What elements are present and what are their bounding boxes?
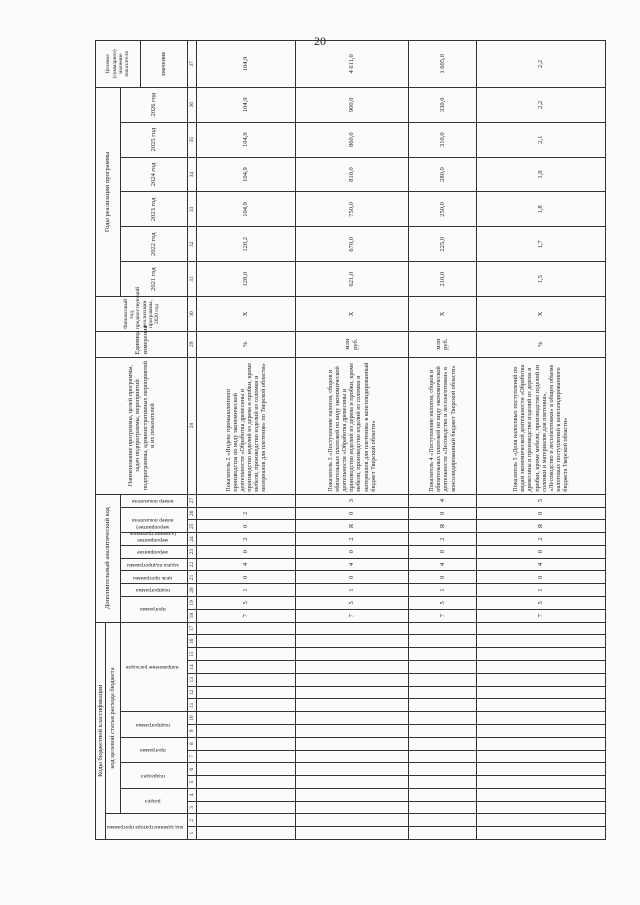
budget-code-cell xyxy=(476,788,605,801)
column-number: 29 xyxy=(188,331,197,357)
budget-code-cell xyxy=(409,699,477,712)
year-value-cell: 104,9 xyxy=(197,122,295,157)
analytic-code-cell: 1 xyxy=(295,584,409,597)
c-subprogram-header: подпрограмма xyxy=(135,587,170,594)
year-value-cell: 128,0 xyxy=(197,262,295,297)
table-row xyxy=(409,41,477,840)
budget-code-cell xyxy=(295,776,409,789)
column-number: 27 xyxy=(188,494,197,507)
target-value-cell: 2,2 xyxy=(476,41,605,88)
unit-cell: % xyxy=(476,331,605,357)
analytic-code-cell: 4 xyxy=(409,558,477,571)
year-value-cell: 120,2 xyxy=(197,227,295,262)
target-value-cell: 4 611,0 xyxy=(295,41,409,88)
analytic-code-cell: 4 xyxy=(409,494,477,507)
codes-group-header: Коды бюджетной классификации xyxy=(96,622,106,839)
budget-code-cell xyxy=(476,635,605,648)
budget-code-cell xyxy=(476,699,605,712)
program-header: программа xyxy=(139,747,166,754)
analytic-code-cell: 0 xyxy=(295,571,409,584)
year-value-cell: 860,0 xyxy=(295,122,409,157)
year-value-cell: 104,9 xyxy=(197,157,295,192)
purpose-direction-header: направление расходов xyxy=(126,664,179,671)
analytic-code-cell: 1 xyxy=(409,584,477,597)
year-value-cell: 250,0 xyxy=(409,192,477,227)
column-number: 26 xyxy=(188,507,197,520)
budget-code-cell xyxy=(409,673,477,686)
budget-code-cell xyxy=(295,801,409,814)
budget-code-cell xyxy=(197,712,295,725)
analytic-code-cell: Я xyxy=(476,520,605,533)
year-value-cell: 280,0 xyxy=(409,157,477,192)
budget-code-cell xyxy=(295,648,409,661)
c-admin-header: мероприятие (административное мероприятие) xyxy=(129,524,176,543)
analytic-code-cell: 2 xyxy=(197,507,295,520)
year-value-cell: 1,7 xyxy=(476,227,605,262)
budget-code-cell xyxy=(476,814,605,827)
column-number: 9 xyxy=(188,724,197,737)
table-row xyxy=(197,41,295,840)
budget-code-cell xyxy=(295,686,409,699)
finyear-cell: X xyxy=(476,297,605,332)
year-value-cell: 1,5 xyxy=(476,262,605,297)
analytic-code-cell: 0 xyxy=(409,507,477,520)
column-number: 15 xyxy=(188,648,197,661)
budget-code-cell xyxy=(476,712,605,725)
column-number: 33 xyxy=(188,192,197,227)
column-number: 1 xyxy=(188,827,197,840)
budget-code-cell xyxy=(409,724,477,737)
finyear-cell: X xyxy=(409,297,477,332)
analytic-code-cell: 0 xyxy=(476,507,605,520)
budget-code-cell xyxy=(476,801,605,814)
c-task-header: задача подпрограммы xyxy=(126,561,179,568)
column-number: 35 xyxy=(188,122,197,157)
column-number: 20 xyxy=(188,584,197,597)
budget-code-cell xyxy=(409,827,477,840)
page-number: 20 xyxy=(314,34,326,48)
column-number: 8 xyxy=(188,737,197,750)
column-number: 30 xyxy=(188,297,197,332)
subsection-header: подраздел xyxy=(140,772,165,779)
column-number-row xyxy=(188,41,197,840)
unit-cell: млн руб. xyxy=(295,331,409,357)
expense-group-header: код целевой статьи расхода бюджета xyxy=(106,622,120,814)
indicator-name: Показатель 2 «Индекс промышленного производства по виду экономической деятельности «Обработка древесины и производство изделий из дерева и пробки, кроме мебели, производство изделий из соломки и материалов для плетения» по Тверской области» xyxy=(197,357,295,494)
budget-code-cell xyxy=(197,750,295,763)
analytic-code-cell: 5 xyxy=(476,494,605,507)
year-value-cell: 750,0 xyxy=(295,192,409,227)
budget-code-cell xyxy=(295,750,409,763)
admin-code-header: код администратора программы xyxy=(107,823,184,830)
year-2024-header: 2024 год xyxy=(120,157,187,192)
year-value-cell: 621,0 xyxy=(295,262,409,297)
column-number: 37 xyxy=(188,41,197,88)
budget-code-cell xyxy=(409,750,477,763)
budget-code-cell xyxy=(295,763,409,776)
column-number: 17 xyxy=(188,622,197,635)
budget-code-cell xyxy=(197,699,295,712)
c-goal-header: цель программы xyxy=(132,574,173,581)
c-measure-header: мероприятие xyxy=(137,548,169,555)
indicator-name: Показатель 3 «Поступление налогов, сборов и обязательных платежей по виду экономической деятельности «Обработка древесины и производство изделий из дерева и пробки, кроме мебели, производство изделий из соломки и материалов для плетения» в консолидированный бюджет Тверской области» xyxy=(295,357,409,494)
year-value-cell: 810,0 xyxy=(295,157,409,192)
indicators-table xyxy=(95,40,606,840)
analytic-code-cell: 5 xyxy=(476,596,605,609)
target-header: Целевое (суммарное) значение показателя xyxy=(96,41,141,88)
analytic-code-cell: 0 xyxy=(295,507,409,520)
subprogram-header: подпрограмма xyxy=(135,721,170,728)
table-row xyxy=(295,41,409,840)
analytic-code-cell: 2 xyxy=(295,533,409,546)
column-number: 5 xyxy=(188,776,197,789)
analytic-code-cell: 3 xyxy=(295,494,409,507)
budget-code-cell xyxy=(409,801,477,814)
year-value-cell: 670,0 xyxy=(295,227,409,262)
budget-code-cell xyxy=(197,686,295,699)
analytic-code-cell: 7 xyxy=(476,609,605,622)
budget-code-cell xyxy=(295,699,409,712)
column-number: 2 xyxy=(188,814,197,827)
column-number: 10 xyxy=(188,712,197,725)
analytic-code-cell: 7 xyxy=(409,609,477,622)
budget-code-cell xyxy=(295,737,409,750)
column-number: 28 xyxy=(188,357,197,494)
column-number: 3 xyxy=(188,801,197,814)
budget-table-sheet xyxy=(95,40,570,840)
column-number: 7 xyxy=(188,750,197,763)
analytic-code-cell: 5 xyxy=(197,596,295,609)
column-number: 14 xyxy=(188,661,197,674)
column-number: 11 xyxy=(188,699,197,712)
budget-code-cell xyxy=(409,737,477,750)
budget-code-cell xyxy=(409,622,477,635)
budget-code-cell xyxy=(197,648,295,661)
year-value-cell: 1,9 xyxy=(476,157,605,192)
column-number: 32 xyxy=(188,227,197,262)
unit-cell: % xyxy=(197,331,295,357)
year-value-cell: 330,0 xyxy=(409,87,477,122)
budget-code-cell xyxy=(409,712,477,725)
additional-group-header: Дополнительный аналитический код xyxy=(96,494,121,622)
analytic-code-cell: 1 xyxy=(476,584,605,597)
analytic-code-cell: Я xyxy=(409,520,477,533)
budget-code-cell xyxy=(476,750,605,763)
year-value-cell: 900,0 xyxy=(295,87,409,122)
year-value-cell: 2,2 xyxy=(476,87,605,122)
analytic-code-cell: 2 xyxy=(409,533,477,546)
name-column-header: Наименование программы, целей программы, задач подпрограммы, мероприятий подпрограммы, административных мероприятий и их показателей xyxy=(96,357,188,494)
budget-code-cell xyxy=(476,776,605,789)
budget-code-cell xyxy=(476,763,605,776)
analytic-code-cell: 0 xyxy=(295,545,409,558)
analytic-code-cell: 0 xyxy=(197,545,295,558)
column-number: 16 xyxy=(188,635,197,648)
budget-code-cell xyxy=(295,661,409,674)
analytic-code-cell: 1 xyxy=(197,584,295,597)
budget-code-cell xyxy=(409,686,477,699)
budget-code-cell xyxy=(197,776,295,789)
c-indicator-header: номер показателя xyxy=(131,497,174,504)
budget-code-cell xyxy=(409,776,477,789)
budget-code-cell xyxy=(476,622,605,635)
budget-code-cell xyxy=(197,622,295,635)
analytic-code-cell: 7 xyxy=(197,609,295,622)
year-2022-header: 2022 год xyxy=(120,227,187,262)
analytic-code-cell: Я xyxy=(295,520,409,533)
indicator-name: Показатель 5 «Доля налоговых поступлений по видам экономической деятельности «Обработка древесины и производство изделий из дерева и пробки, кроме мебели, производство изделий из соломки и материалов для плетения», «Лесоводство и лесозаготовки» в общем объеме налоговых поступлений в консолидированного бюджета Тверской области» xyxy=(476,357,605,494)
table-row xyxy=(476,41,605,840)
budget-code-cell xyxy=(197,814,295,827)
column-number: 36 xyxy=(188,87,197,122)
analytic-code-cell xyxy=(197,494,295,507)
years-group-header: Годы реализации программы xyxy=(96,87,121,296)
column-number: 6 xyxy=(188,763,197,776)
year-value-cell: 310,0 xyxy=(409,122,477,157)
indicator-name: Показатель 4 «Поступление налогов, сборов и обязательных платежей по виду экономической деятельности «Лесоводство и лесозаготовки» в консолидированный бюджет Тверской области» xyxy=(409,357,477,494)
analytic-code-cell: 2 xyxy=(197,533,295,546)
column-number: 12 xyxy=(188,686,197,699)
analytic-code-cell: 0 xyxy=(197,571,295,584)
year-value-cell: 104,9 xyxy=(197,87,295,122)
target-value-cell: 104,9 xyxy=(197,41,295,88)
budget-code-cell xyxy=(197,801,295,814)
budget-code-cell xyxy=(197,788,295,801)
c-goal-number-header: номер показателя xyxy=(131,517,174,524)
analytic-code-cell: 4 xyxy=(295,558,409,571)
budget-code-cell xyxy=(295,673,409,686)
analytic-code-cell: 5 xyxy=(295,596,409,609)
column-number: 22 xyxy=(188,558,197,571)
unit-cell: млн руб. xyxy=(409,331,477,357)
header-row-1 xyxy=(96,41,106,840)
finyear-cell: X xyxy=(197,297,295,332)
column-number: 31 xyxy=(188,262,197,297)
budget-code-cell xyxy=(409,814,477,827)
year-2023-header: 2023 год xyxy=(120,192,187,227)
finyear-cell: X xyxy=(295,297,409,332)
budget-code-cell xyxy=(197,673,295,686)
budget-code-cell xyxy=(409,648,477,661)
analytic-code-cell: 0 xyxy=(476,545,605,558)
budget-code-cell xyxy=(476,686,605,699)
finyear-header: Финансовый год, предшествующий реализации программы, 2020 год xyxy=(96,297,188,332)
budget-code-cell xyxy=(476,673,605,686)
target-value-header: значение xyxy=(141,41,188,88)
year-value-cell: 2,1 xyxy=(476,122,605,157)
column-number: 4 xyxy=(188,788,197,801)
column-number: 19 xyxy=(188,596,197,609)
year-value-cell: 210,0 xyxy=(409,262,477,297)
budget-code-cell xyxy=(197,661,295,674)
c-program-header: программа xyxy=(139,606,166,613)
budget-code-cell xyxy=(295,788,409,801)
budget-code-cell xyxy=(409,661,477,674)
column-number: 25 xyxy=(188,520,197,533)
analytic-code-cell: 4 xyxy=(197,558,295,571)
budget-code-cell xyxy=(295,622,409,635)
budget-code-cell xyxy=(295,712,409,725)
budget-code-cell xyxy=(197,635,295,648)
budget-code-cell xyxy=(409,763,477,776)
column-number: 23 xyxy=(188,545,197,558)
budget-code-cell xyxy=(295,724,409,737)
column-number: 18 xyxy=(188,609,197,622)
analytic-code-cell: 4 xyxy=(476,558,605,571)
target-value-cell: 1 605,0 xyxy=(409,41,477,88)
budget-code-cell xyxy=(197,827,295,840)
budget-code-cell xyxy=(476,827,605,840)
year-value-cell: 104,9 xyxy=(197,192,295,227)
analytic-code-cell: 0 xyxy=(409,571,477,584)
analytic-code-cell: 5 xyxy=(409,596,477,609)
column-number: 34 xyxy=(188,157,197,192)
budget-code-cell xyxy=(476,661,605,674)
budget-code-cell xyxy=(476,737,605,750)
section-header: раздел xyxy=(144,798,161,805)
year-value-cell: 1,8 xyxy=(476,192,605,227)
budget-code-cell xyxy=(295,827,409,840)
unit-header: Единица измерения xyxy=(96,331,188,357)
column-number: 24 xyxy=(188,533,197,546)
year-value-cell: 225,0 xyxy=(409,227,477,262)
analytic-code-cell: 0 xyxy=(476,571,605,584)
analytic-code-cell: 0 xyxy=(197,520,295,533)
budget-code-cell xyxy=(409,635,477,648)
analytic-code-cell: 7 xyxy=(295,609,409,622)
budget-code-cell xyxy=(295,635,409,648)
analytic-code-cell: 0 xyxy=(409,545,477,558)
budget-code-cell xyxy=(476,648,605,661)
year-2025-header: 2025 год xyxy=(120,122,187,157)
budget-code-cell xyxy=(197,737,295,750)
budget-code-cell xyxy=(409,788,477,801)
budget-code-cell xyxy=(197,763,295,776)
budget-code-cell xyxy=(197,724,295,737)
analytic-code-cell: 2 xyxy=(476,533,605,546)
budget-code-cell xyxy=(476,724,605,737)
column-number: 21 xyxy=(188,571,197,584)
year-2026-header: 2026 год xyxy=(120,87,187,122)
year-2021-header: 2021 год xyxy=(120,262,187,297)
column-number: 13 xyxy=(188,673,197,686)
budget-code-cell xyxy=(295,814,409,827)
